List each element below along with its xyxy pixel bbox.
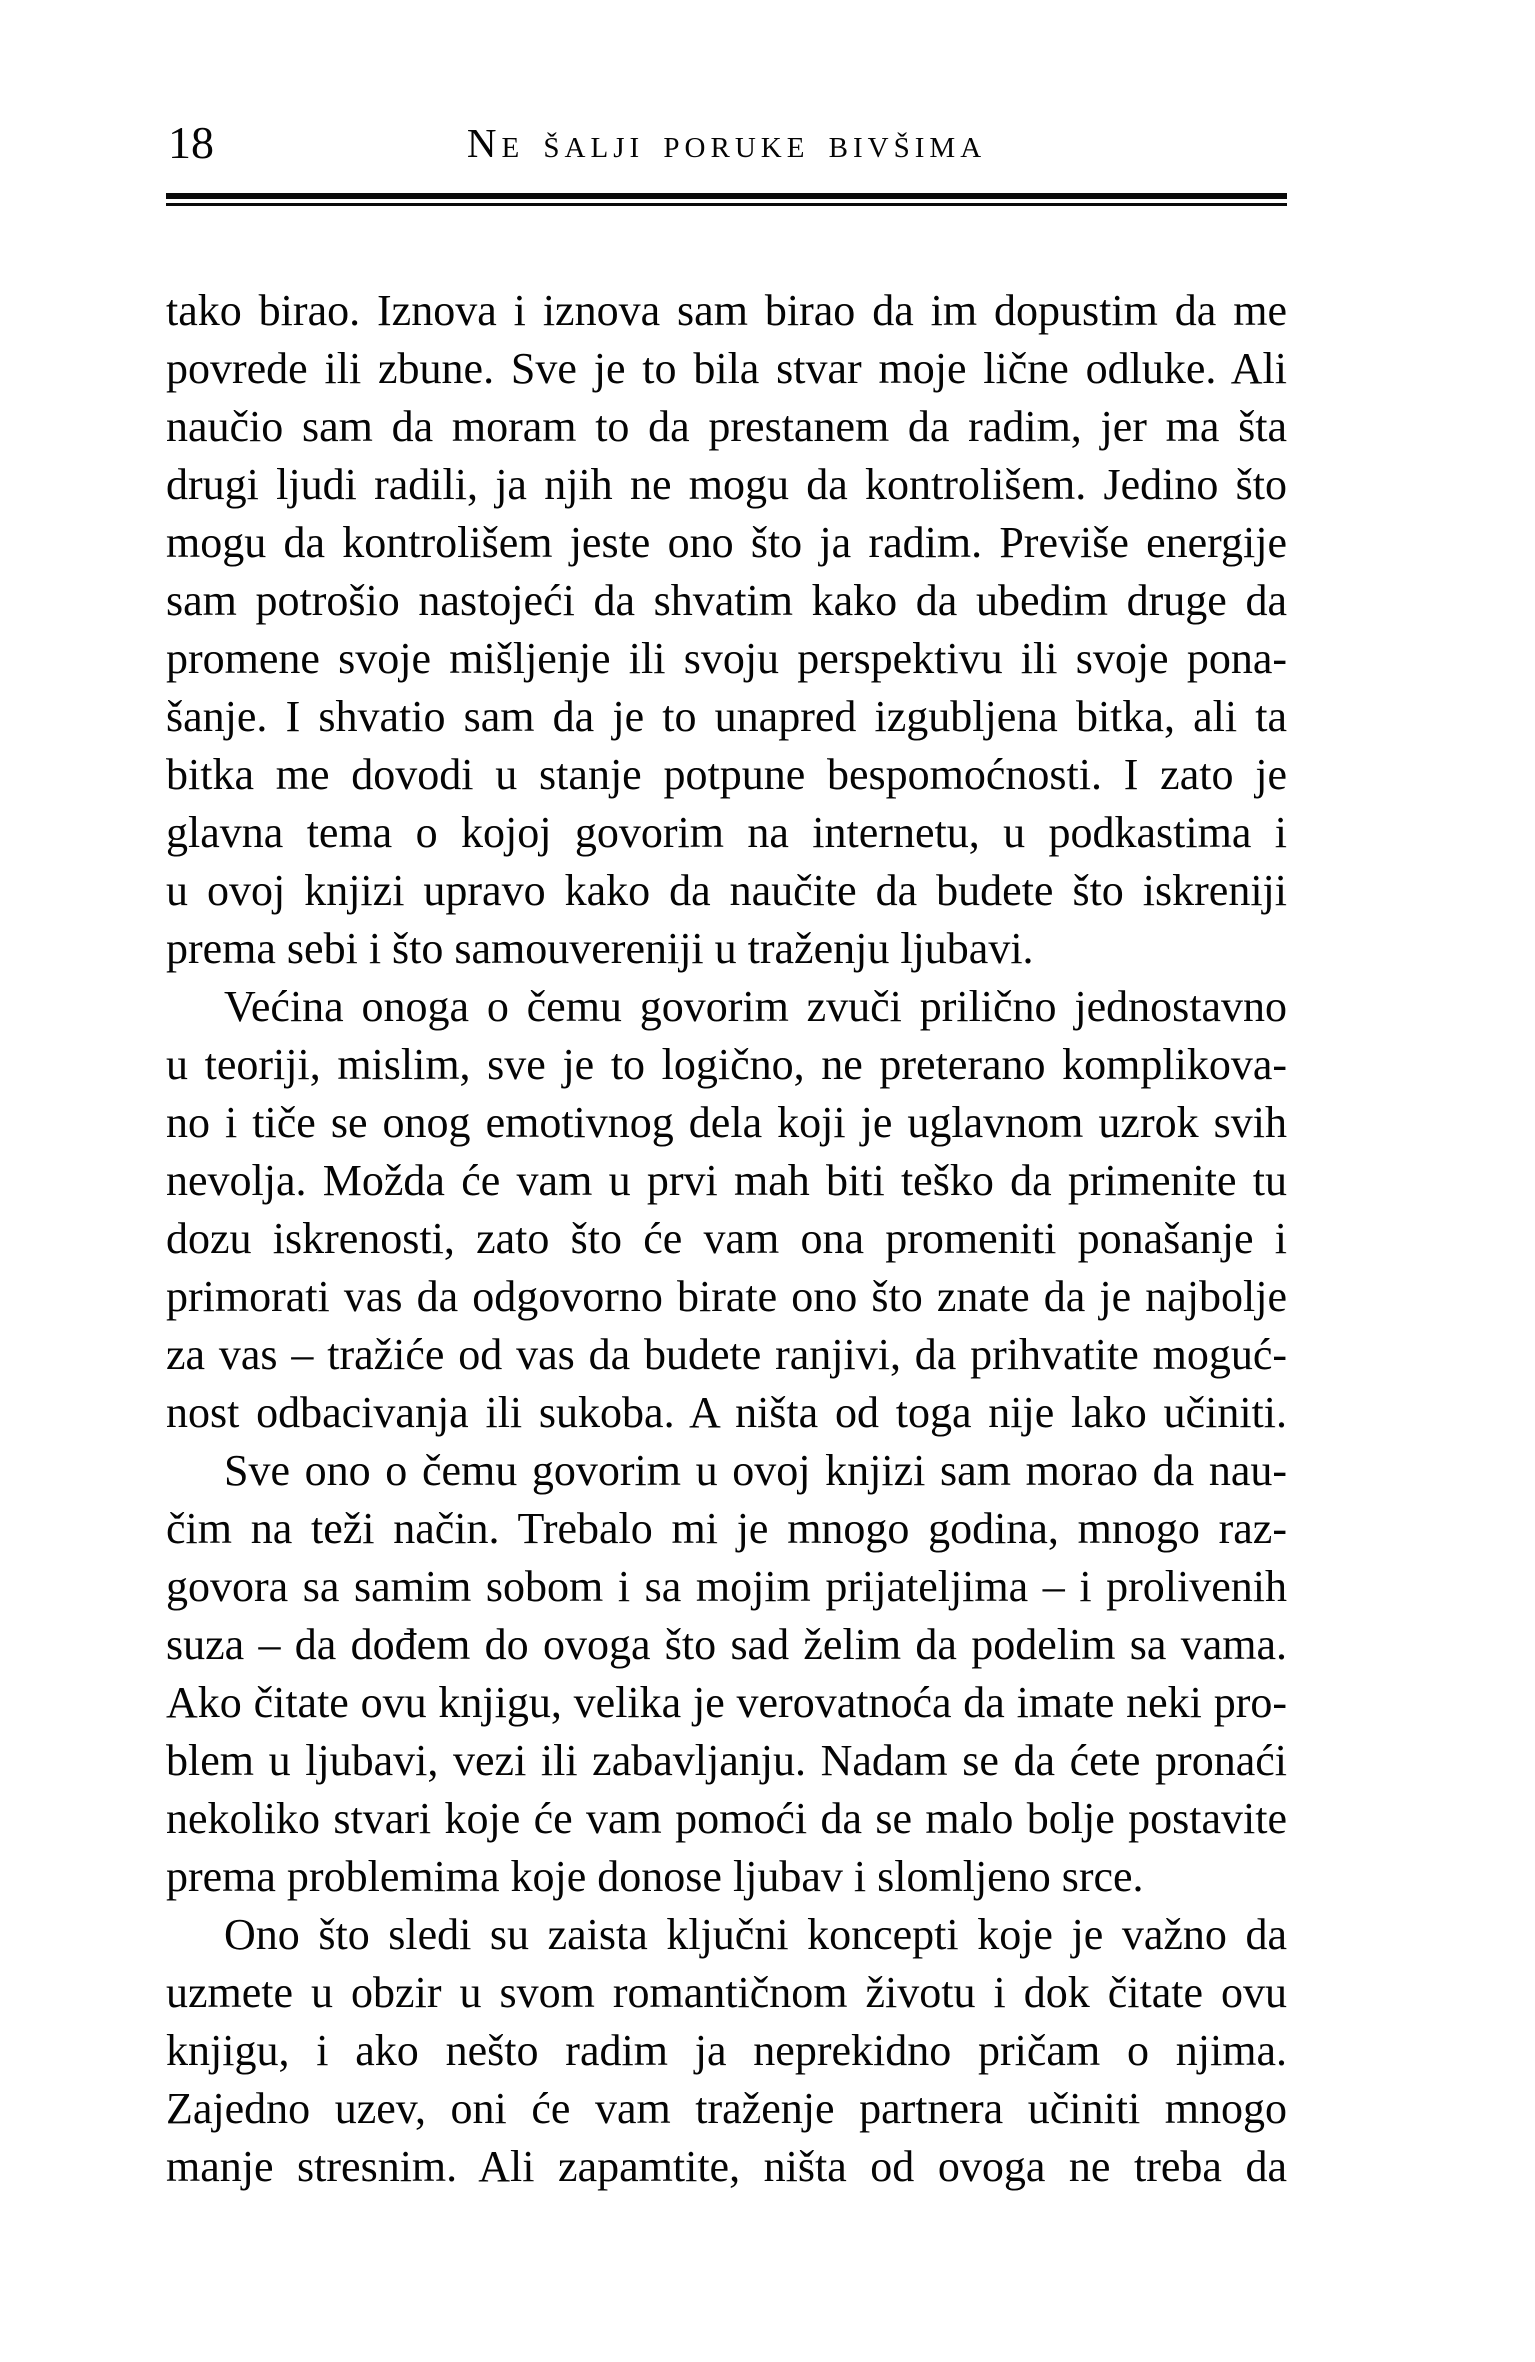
- text-line: promene svoje mišljenje ili svoju perspektivu ili svoje pona-: [166, 634, 1287, 683]
- text-line: dozu iskrenosti, zato što će vam ona promeniti ponašanje i: [166, 1214, 1287, 1263]
- text-line: Većina onoga o čemu govorim zvuči prilično jednostavno: [224, 982, 1287, 1031]
- text-line: za vas – tražiće od vas da budete ranjivi, da prihvatite moguć-: [166, 1330, 1287, 1379]
- running-header: [166, 116, 1287, 170]
- text-line: Ono što sledi su zaista ključni koncepti koje je važno da: [224, 1910, 1287, 1959]
- text-line: drugi ljudi radili, ja njih ne mogu da kontrolišem. Jedino što: [166, 460, 1287, 509]
- body-text: [166, 282, 1287, 2196]
- text-line: no i tiče se onog emotivnog dela koji je uglavnom uzrok svih: [166, 1098, 1287, 1147]
- text-line: u teoriji, mislim, sve je to logično, ne preterano komplikova-: [166, 1040, 1287, 1089]
- text-line: prema sebi i što samouvereniji u traženju ljubavi.: [166, 924, 1034, 973]
- text-line: šanje. I shvatio sam da je to unapred izgubljena bitka, ali ta: [166, 692, 1287, 741]
- page-number: 18: [168, 117, 214, 168]
- text-line: manje stresnim. Ali zapamtite, ništa od ovoga ne treba da: [166, 2142, 1287, 2191]
- text-line: primorati vas da odgovorno birate ono što znate da je najbolje: [166, 1272, 1287, 1321]
- text-line: Ako čitate ovu knjigu, velika je verovatnoća da imate neki pro-: [166, 1678, 1287, 1727]
- text-line: nekoliko stvari koje će vam pomoći da se malo bolje postavite: [166, 1794, 1287, 1843]
- text-line: prema problemima koje donose ljubav i slomljeno srce.: [166, 1852, 1144, 1901]
- text-line: blem u ljubavi, vezi ili zabavljanju. Nadam se da ćete pronaći: [166, 1736, 1287, 1785]
- text-line: nevolja. Možda će vam u prvi mah biti teško da primenite tu: [166, 1156, 1287, 1205]
- text-line: tako birao. Iznova i iznova sam birao da im dopustim da me: [166, 286, 1287, 335]
- text-line: naučio sam da moram to da prestanem da radim, jer ma šta: [166, 402, 1287, 451]
- text-line: Sve ono o čemu govorim u ovoj knjizi sam morao da nau-: [224, 1446, 1287, 1495]
- text-line: knjigu, i ako nešto radim ja neprekidno pričam o njima.: [166, 2026, 1287, 2075]
- text-line: povrede ili zbune. Sve je to bila stvar moje lične odluke. Ali: [166, 344, 1287, 393]
- text-line: mogu da kontrolišem jeste ono što ja radim. Previše energije: [166, 518, 1287, 567]
- text-line: govora sa samim sobom i sa mojim prijateljima – i prolivenih: [166, 1562, 1287, 1611]
- text-line: bitka me dovodi u stanje potpune bespomoćnosti. I zato je: [166, 750, 1287, 799]
- text-line: glavna tema o kojoj govorim na internetu, u podkastima i: [166, 808, 1287, 857]
- text-line: uzmete u obzir u svom romantičnom životu i dok čitate ovu: [166, 1968, 1287, 2017]
- text-line: u ovoj knjizi upravo kako da naučite da budete što iskreniji: [166, 866, 1287, 915]
- text-line: nost odbacivanja ili sukoba. A ništa od toga nije lako učiniti.: [166, 1388, 1287, 1437]
- header-divider-rule: [166, 193, 1287, 206]
- text-line: sam potrošio nastojeći da shvatim kako da ubedim druge da: [166, 576, 1287, 625]
- text-line: suza – da dođem do ovoga što sad želim da podelim sa vama.: [166, 1620, 1287, 1669]
- text-line: čim na teži način. Trebalo mi je mnogo godina, mnogo raz-: [166, 1504, 1287, 1553]
- text-line: Zajedno uzev, oni će vam traženje partnera učiniti mnogo: [166, 2084, 1287, 2133]
- running-head-title: Ne šalji poruke bivšima: [466, 120, 987, 166]
